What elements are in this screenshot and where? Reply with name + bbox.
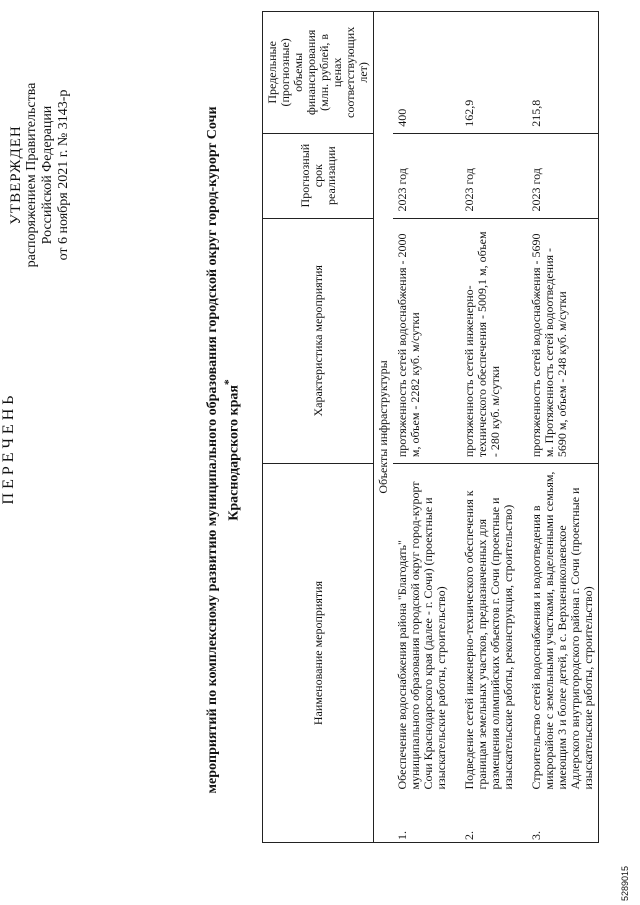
document-code: 5289015 — [620, 865, 630, 901]
table-row — [393, 12, 451, 843]
table-row — [451, 12, 518, 843]
approval-line-4: от 6 ноября 2021 г. № 3143-р — [56, 89, 71, 261]
subtitle-line-1: мероприятий по комплексному развитию муниципального образования городской округ город-курорт Сочи — [205, 106, 220, 794]
section-title: Объекты инфраструктуры — [374, 12, 394, 843]
row-funding: 400 — [393, 12, 451, 134]
table-row — [518, 12, 599, 843]
approval-title: УТВЕРЖДЕН — [8, 125, 24, 225]
row-name: Подведение сетей инженерно-технического обеспечения к границам земельных участков, предназначенных для размещения олимпийских объектов г. Сочи (проектные и изыскательские работы, реконструкция, строительство) — [451, 464, 518, 796]
row-period: 2023 год — [393, 133, 451, 218]
row-funding: 215,8 — [518, 12, 599, 134]
row-number: 3. — [518, 795, 599, 842]
row-period: 2023 год — [518, 133, 599, 218]
subtitle-line-2 — [221, 65, 243, 835]
approval-line-2: распоряжением Правительства — [24, 82, 39, 268]
header-period: Прогнозный срок реализации — [263, 133, 374, 218]
row-characteristic: протяженность сетей водоснабжения - 2000 м, объем - 2282 куб. м/сутки — [393, 218, 451, 464]
row-period: 2023 год — [451, 133, 518, 218]
footnote-mark: * — [222, 379, 235, 386]
header-funding: Предельные (прогнозные) объемы финансирования (млн. рублей, в ценах соответствующих лет) — [263, 12, 374, 134]
section-row — [374, 12, 394, 843]
approval-line-3: Российской Федерации — [40, 105, 55, 245]
row-name: Обеспечение водоснабжения района "Благодать" муниципального образования городской округ город-курорт Сочи Краснодарского края (далее - г. Сочи) (проектные и изыскательские работы, строительство) — [393, 464, 451, 796]
row-characteristic: протяженность сетей инженерно-технического обеспечения - 5009,1 м, объем - 280 куб. м/сутки — [451, 218, 518, 464]
row-number: 1. — [393, 795, 451, 842]
row-name: Строительство сетей водоснабжения и водоотведения в микрорайоне с земельными участками, выделенными семьям, имеющим 3 и более детей, в с. Верхнениколаевское Адлерского внутригородского района г. Сочи (проектные и изыскательские работы, строительство) — [518, 464, 599, 796]
subtitle-line-2-text: Краснодарского края — [226, 385, 242, 521]
table-header-row — [263, 12, 374, 843]
document-heading: П Е Р Е Ч Е Н Ь — [0, 395, 17, 505]
row-number: 2. — [451, 795, 518, 842]
header-name: Наименование мероприятия — [263, 464, 374, 843]
document-subtitle — [205, 65, 243, 835]
row-characteristic: протяженность сетей водоснабжения - 5690 м. Протяженность сетей водоотведения - 5690 м, объем - 248 куб. м/сутки — [518, 218, 599, 464]
header-characteristic: Характеристика мероприятия — [263, 218, 374, 464]
measures-table — [262, 11, 599, 843]
row-funding: 162,9 — [451, 12, 518, 134]
